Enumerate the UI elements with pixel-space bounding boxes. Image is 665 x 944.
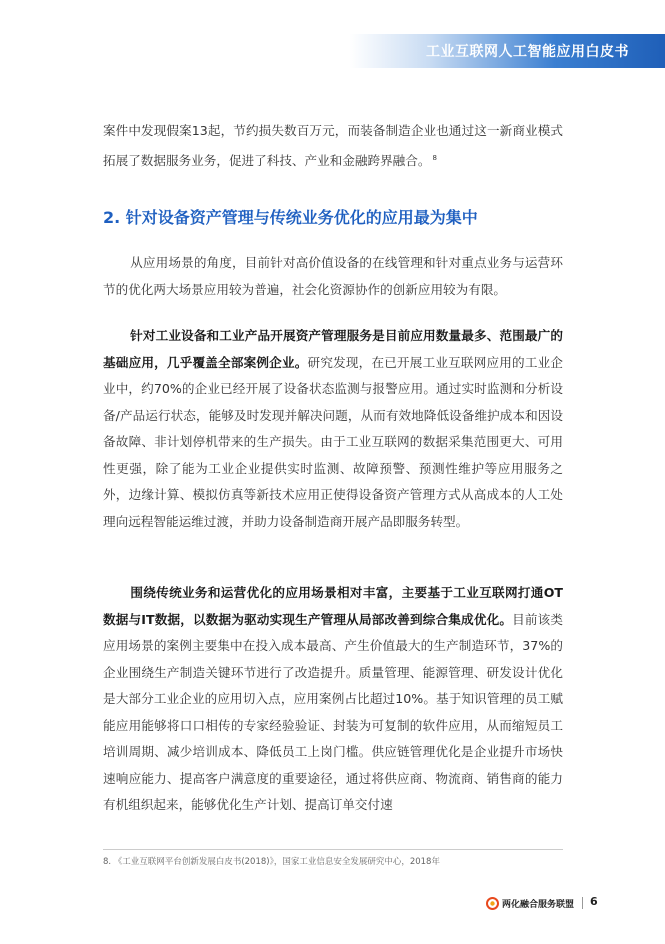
page-number: 6 — [590, 895, 598, 908]
paragraph-text: 从应用场景的角度，目前针对高价值设备的在线管理和针对重点业务与运营环节的优化两大场景应用较为普遍，社会化资源协作的创新应用较为有限。 — [103, 255, 563, 297]
footer-organization: 两化融合服务联盟 — [502, 900, 575, 910]
paragraph-text: 研究发现，在已开展工业互联网应用的工业企业中，约70%的企业已经开展了设备状态监测与报警应用。通过实时监测和分析设备/产品运行状态，能够及时发现并解决问题，从而有效地降低设备维护成本和因设备故障、非计划停机带来的生产损失。由于工业互联网的数据采集范围更大、可用性更强，除了能为工业企业提供实时监测、故障预警、预测性维护等应用服务之外，边缘计算、模拟仿真等新技术应用正使得设备资产管理方式从高成本的人工处理向远程智能运维过渡，并助力设备制造商开展产品即服务转型。 — [103, 354, 564, 529]
paragraph-intro — [103, 250, 563, 303]
paragraph-lead-bold: 围绕传统业务和运营优化的应用场景相对丰富，主要基于工业互联网打通OT数据与IT数据，以数据为驱动实现生产管理从局部改善到综合集成优化。 — [103, 585, 563, 627]
footnote-divider — [103, 849, 563, 850]
paragraph-text: 案件中发现假案13起，节约损失数百万元，而装备制造企业也通过这一新商业模式拓展了数据服务业务，促进了科技、产业和金融跨界融合。 — [103, 123, 563, 168]
paragraph-continuation — [103, 118, 563, 174]
footnote-reference: 8 — [432, 153, 437, 162]
paragraph-lead-bold: 针对工业设备和工业产品开展资产管理服务是目前应用数量最多、范围最广的基础应用，几乎覆盖全部案例企业。 — [103, 328, 563, 370]
paragraph-operations-optimization — [103, 580, 563, 819]
document-title: 工业互联网人工智能应用白皮书 — [426, 44, 629, 60]
footer-divider — [582, 897, 583, 909]
paragraph-text: 目前该类应用场景的案例主要集中在投入成本最高、产生价值最大的生产制造环节，37%的企业围绕生产制造关键环节进行了改造提升。质量管理、能源管理、研发设计优化是大部分工业企业的应用切入点，应用案例占比超过10%。基于知识管理的员工赋能应用能够将口口相传的专家经验验证、封装为可复制的软件应用，从而缩短员工培训周期、减少培训成本、降低员工上岗门槛。供应链管理优化是企业提升市场快速响应能力、提高客户满意度的重要途径，通过将供应商、物流商、销售商的能力有机组织起来，能够优化生产计划、提高订单交付速 — [103, 611, 564, 812]
footnote: 8. 《工业互联网平台创新发展白皮书(2018)》，国家工业信息安全发展研究中心，2018年 — [103, 857, 440, 867]
paragraph-asset-management — [103, 323, 563, 535]
section-heading: 2. 针对设备资产管理与传统业务优化的应用最为集中 — [103, 208, 478, 227]
alliance-logo-icon — [486, 897, 499, 910]
